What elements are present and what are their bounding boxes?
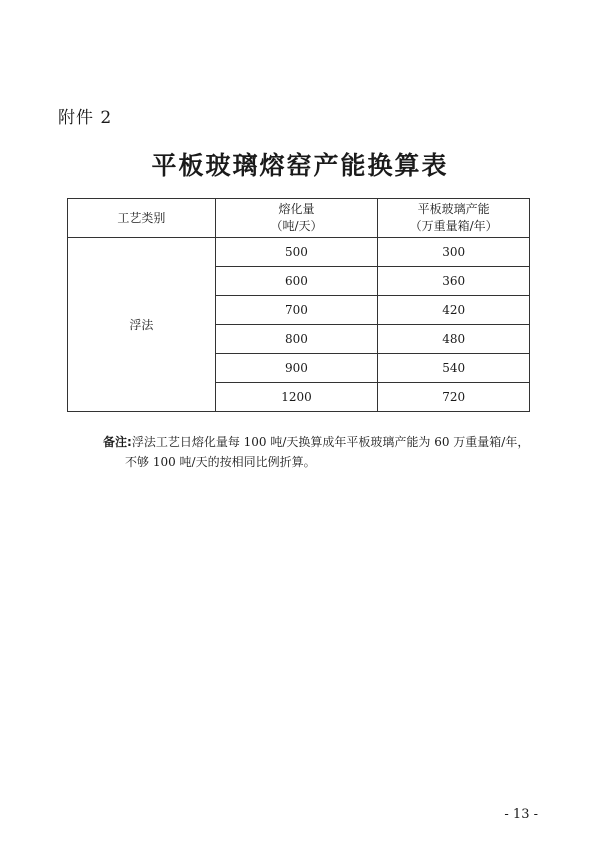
page-number: - 13 -: [504, 807, 538, 822]
melt-cell: 700: [215, 296, 378, 325]
footnote-text-1: 浮法工艺日熔化量每 100 吨/天换算成年平板玻璃产能为 60 万重量箱/年，: [131, 435, 530, 449]
melt-cell: 500: [215, 238, 378, 267]
capacity-cell: 360: [378, 267, 530, 296]
attachment-label: 附件 2: [58, 108, 113, 128]
page-title: 平板玻璃熔窑产能换算表: [151, 151, 449, 180]
header-melt-volume: [215, 199, 378, 238]
header-glass-capacity: [378, 199, 530, 238]
header-melt-volume-title: 熔化量: [278, 202, 315, 216]
capacity-cell: 300: [378, 238, 530, 267]
melt-cell: 800: [215, 325, 378, 354]
capacity-cell: 540: [378, 354, 530, 383]
footnote-line-1: [103, 432, 529, 452]
melt-cell: 900: [215, 354, 378, 383]
footnote-line-2: 不够 100 吨/天的按相同比例折算。: [125, 455, 316, 469]
capacity-cell: 480: [378, 325, 530, 354]
footnote: [103, 432, 529, 472]
header-melt-volume-unit: （吨/天）: [270, 219, 323, 233]
capacity-cell: 420: [378, 296, 530, 325]
melt-cell: 1200: [215, 383, 378, 412]
header-process-category: 工艺类别: [68, 199, 216, 238]
capacity-conversion-table: [67, 198, 530, 412]
melt-cell: 600: [215, 267, 378, 296]
footnote-label: 备注:: [103, 435, 132, 449]
header-glass-capacity-unit: （万重量箱/年）: [409, 219, 498, 233]
table-row: [68, 238, 530, 267]
table-header-row: [68, 199, 530, 238]
header-glass-capacity-title: 平板玻璃产能: [417, 202, 490, 216]
capacity-cell: 720: [378, 383, 530, 412]
category-cell: 浮法: [68, 238, 216, 412]
